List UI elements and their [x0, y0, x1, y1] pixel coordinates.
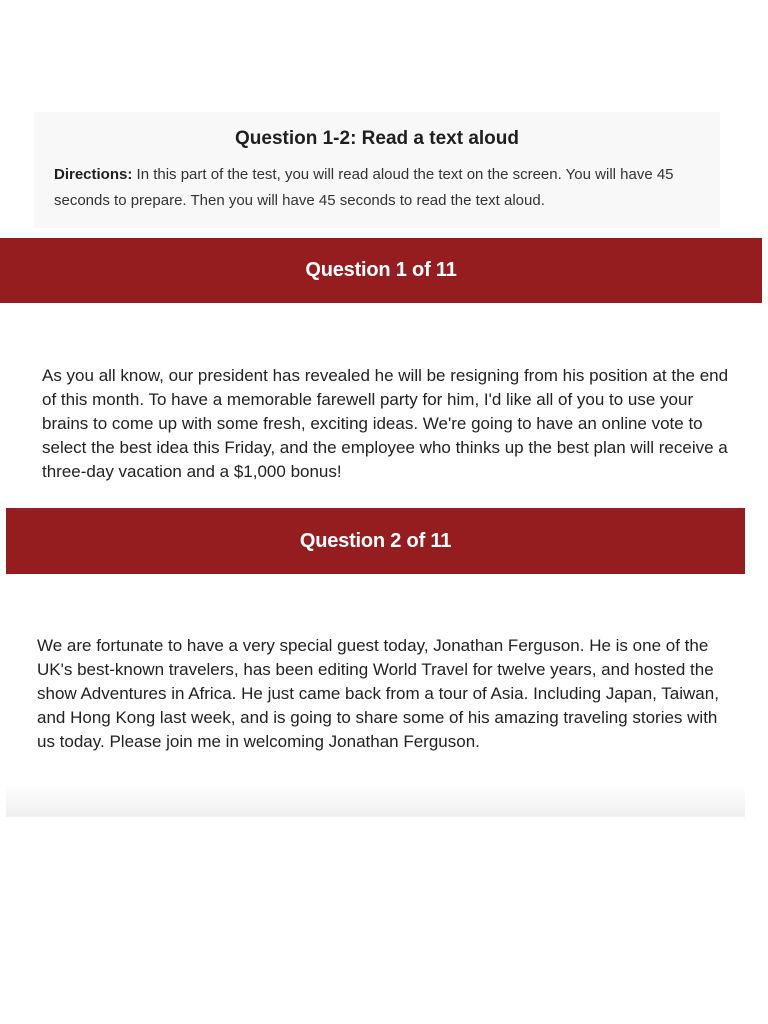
directions-text	[54, 162, 700, 214]
directions-body: In this part of the test, you will read aloud the text on the screen. You will have 45 seconds to prepare. Then you will have 45 seconds to read the text aloud.	[54, 166, 674, 209]
question-2-banner: Question 2 of 11	[6, 508, 745, 574]
section-title: Question 1-2: Read a text aloud	[235, 128, 519, 149]
bottom-divider	[6, 784, 745, 817]
directions-panel	[34, 112, 720, 228]
question-1-passage: As you all know, our president has revealed he will be resigning from his position at the end of this month. To have a memorable farewell party for him, I'd like all of you to use your brains to come up with some fresh, exciting ideas. We're going to have an online vote to select the best idea this Friday, and the employee who thinks up the best plan will receive a three-day vacation and a $1,000 bonus!	[42, 366, 729, 481]
question-1-banner: Question 1 of 11	[0, 238, 762, 303]
directions-label: Directions:	[54, 166, 133, 183]
question-2-passage: We are fortunate to have a very special guest today, Jonathan Ferguson. He is one of the UK's best-known travelers, has been editing World Travel for twelve years, and hosted the show Adventures in Africa. He just came back from a tour of Asia. Including Japan, Taiwan, and Hong Kong last week, and is going to share some of his amazing traveling stories with us today. Please join me in welcoming Jonathan Ferguson.	[37, 636, 719, 751]
